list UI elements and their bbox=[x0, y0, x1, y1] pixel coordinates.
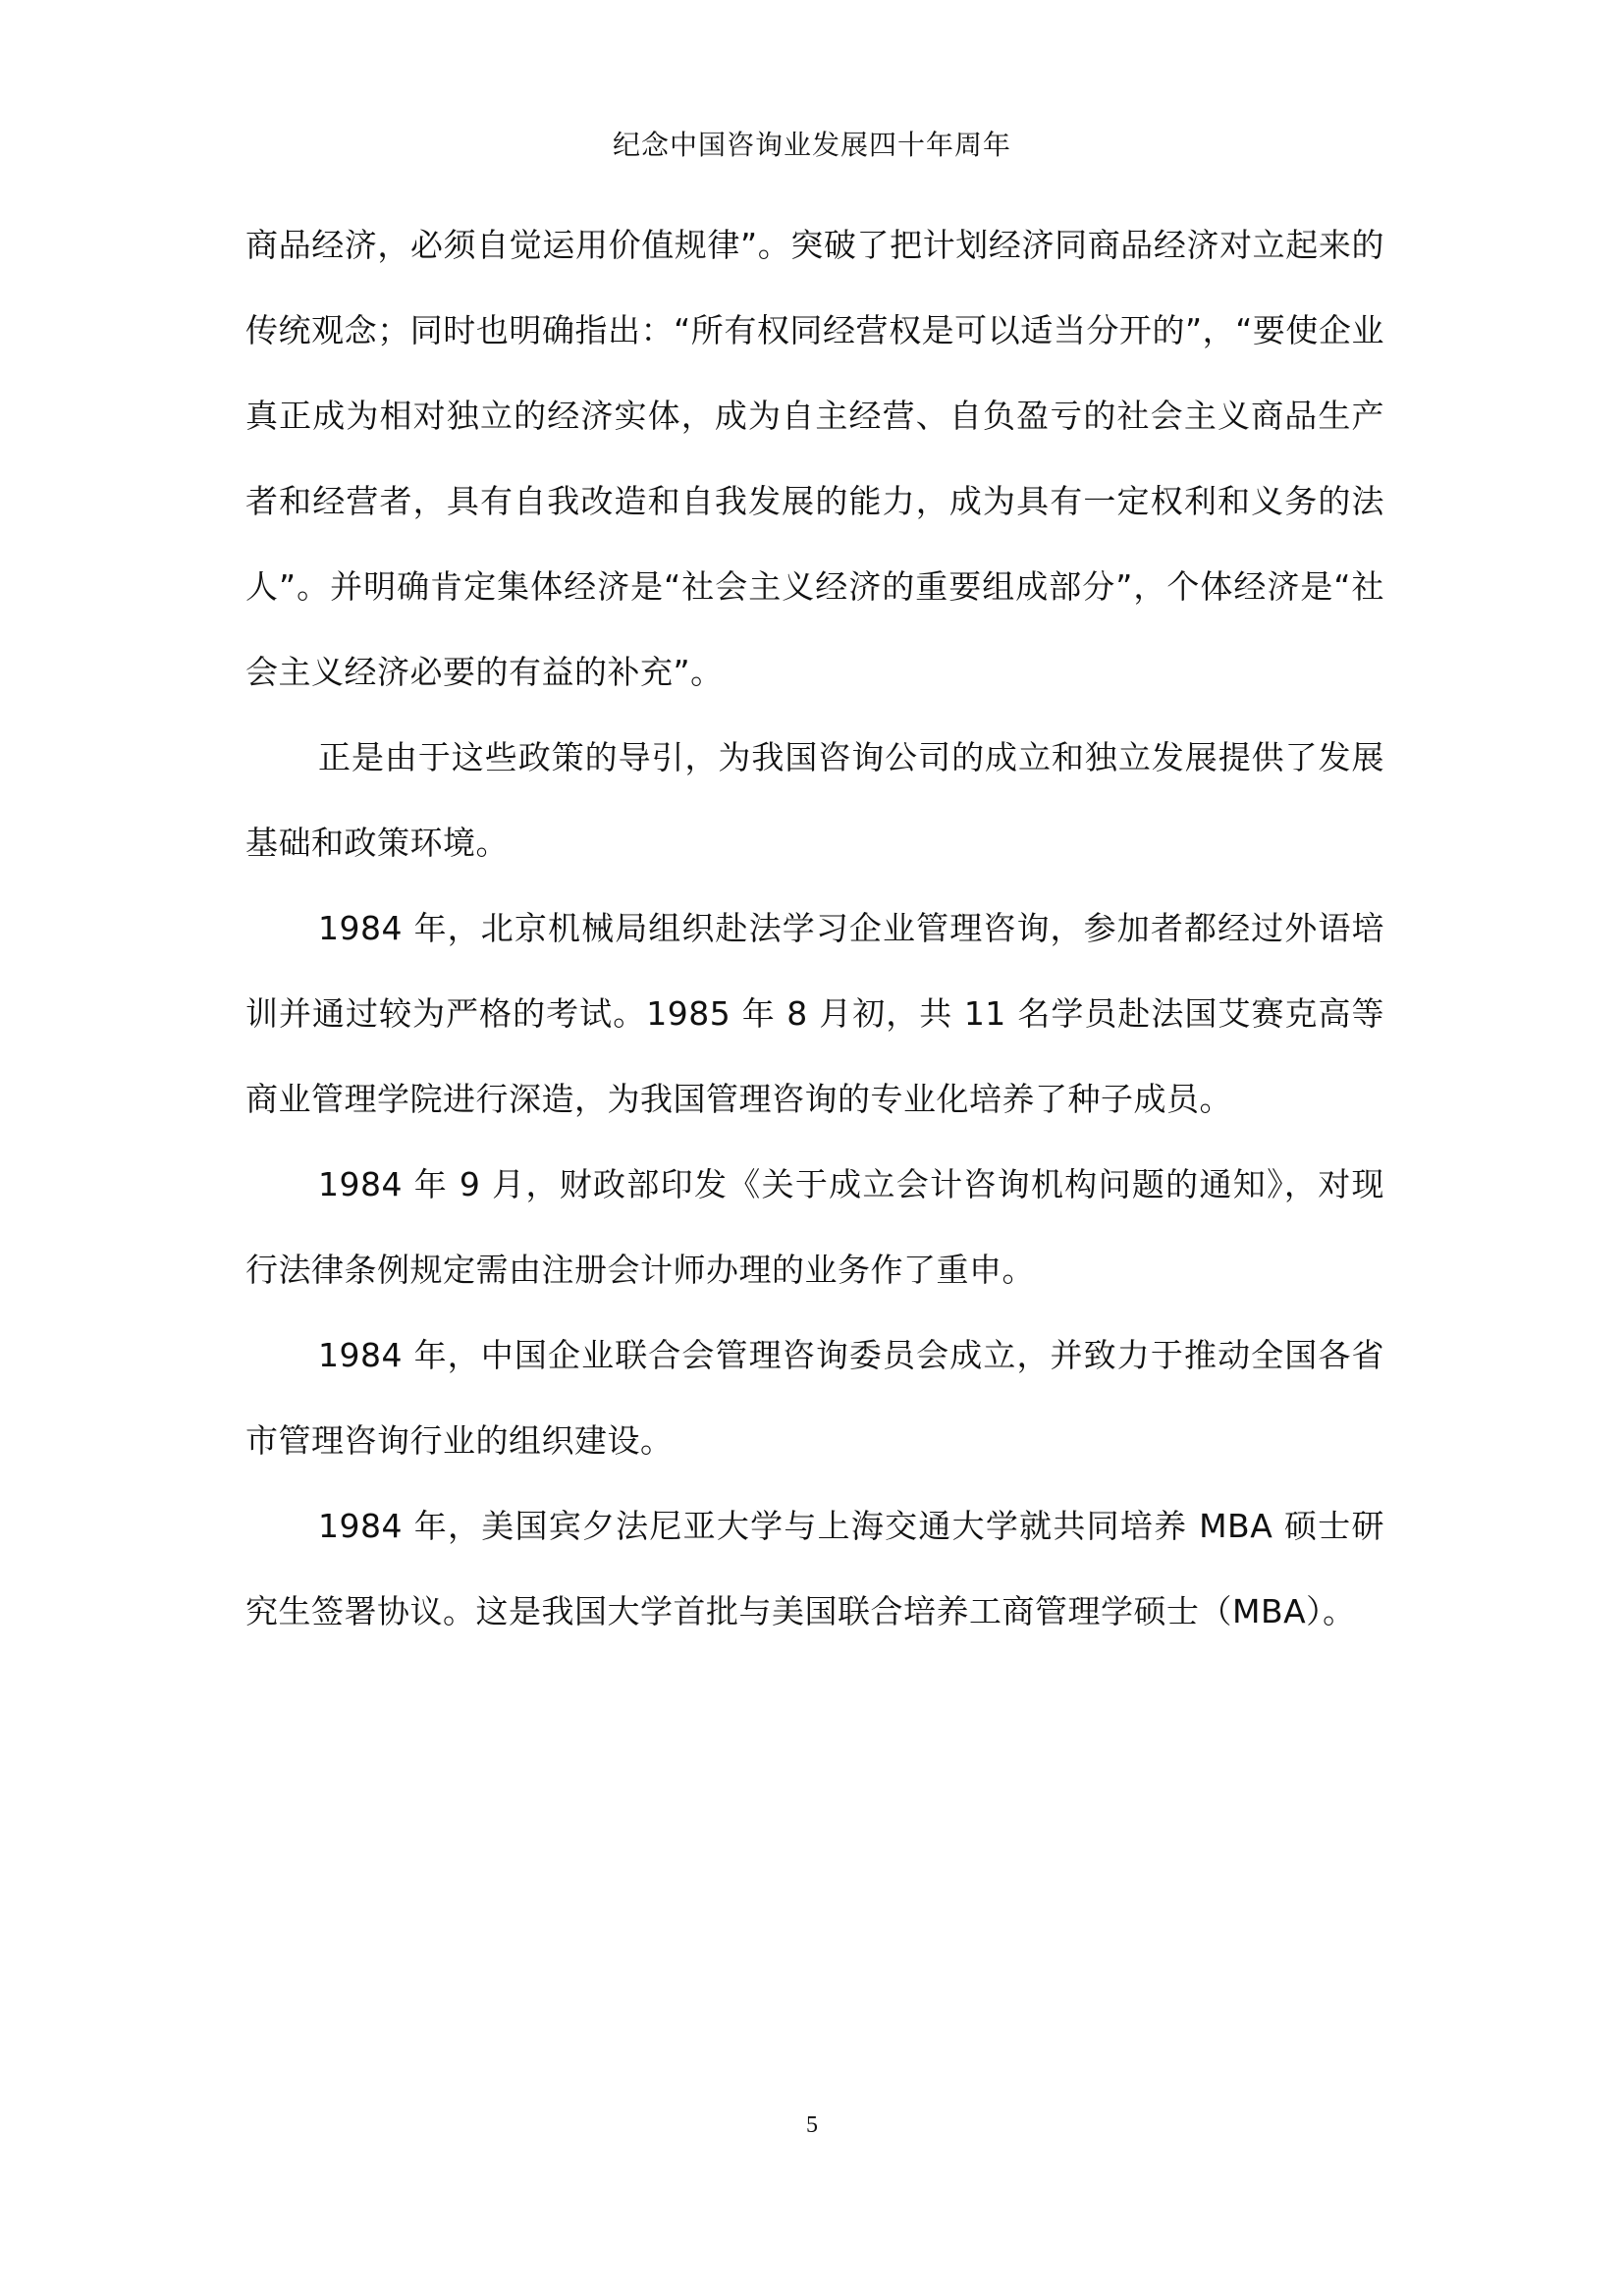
page-header: 纪念中国咨询业发展四十年周年 bbox=[612, 129, 1011, 161]
paragraph-ministry-notice: 1984 年 9 月，财政部印发《关于成立会计咨询机构问题的通知》，对现行法律条例规定需由注册会计师办理的业务作了重申。 bbox=[245, 1165, 1384, 1289]
paragraph-continuation: 商品经济，必须自觉运用价值规律”。突破了把计划经济同商品经济对立起来的传统观念；同时也明确指出：“所有权同经营权是可以适当分开的”，“要使企业真正成为相对独立的经济实体，成为自主经营、自负盈亏的社会主义商品生产者和经营者，具有自我改造和自我发展的能力，成为具有一定权利和义务的法人”。并明确肯定集体经济是“社会主义经济的重要组成部分”，个体经济是“社会主义经济必要的有益的补充”。 bbox=[245, 226, 1384, 691]
paragraph-beijing-training: 1984 年，北京机械局组织赴法学习企业管理咨询，参加者都经过外语培训并通过较为严格的考试。1985 年 8 月初，共 11 名学员赴法国艾赛克高等商业管理学院进行深造，为我国管理咨询的专业化培养了种子成员。 bbox=[245, 909, 1384, 1118]
body-text bbox=[245, 202, 1384, 1654]
paragraph-mba-agreement: 1984 年，美国宾夕法尼亚大学与上海交通大学就共同培养 MBA 硕士研究生签署协议。这是我国大学首批与美国联合培养工商管理学硕士（MBA）。 bbox=[245, 1507, 1384, 1630]
paragraph-policy-guidance: 正是由于这些政策的导引，为我国咨询公司的成立和独立发展提供了发展基础和政策环境。 bbox=[245, 738, 1384, 862]
page-number: 5 bbox=[806, 2112, 818, 2138]
paragraph-consulting-committee: 1984 年，中国企业联合会管理咨询委员会成立，并致力于推动全国各省市管理咨询行业的组织建设。 bbox=[245, 1336, 1384, 1460]
